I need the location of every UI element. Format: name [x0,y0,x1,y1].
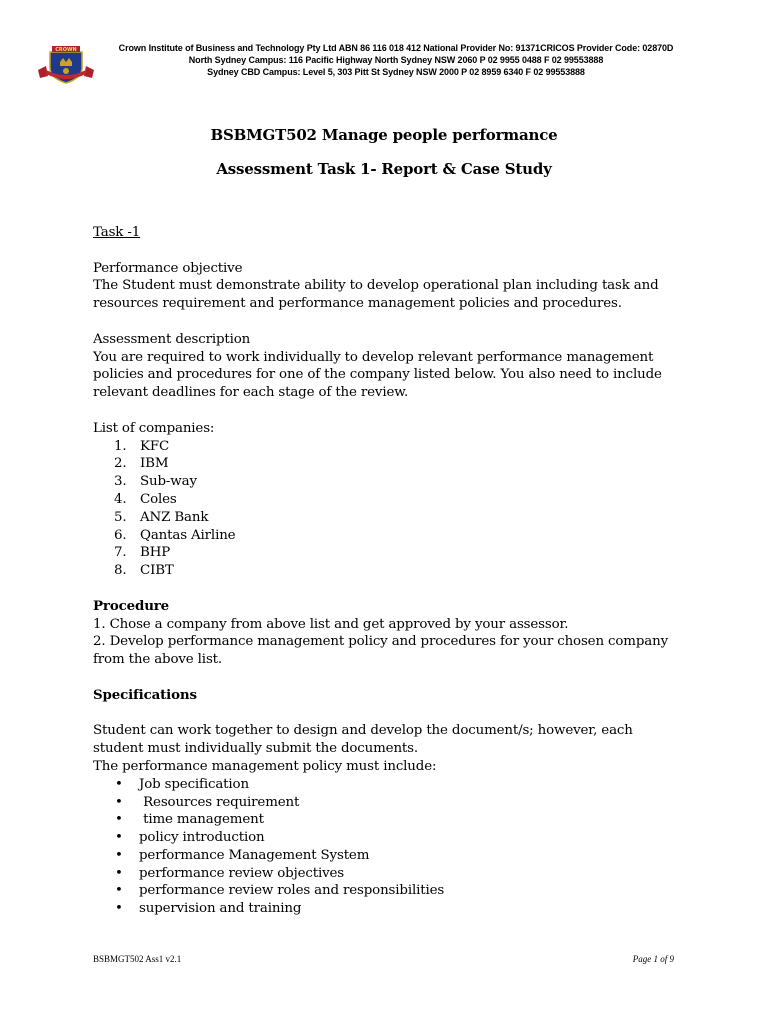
list-item: 4. Coles [114,491,177,507]
header-line-3: Sydney CBD Campus: Level 5, 303 Pitt St Sydney NSW 2000 P 02 8959 6340 F 02 99553888 [207,67,585,77]
performance-objective-line-2: resources requirement and performance management policies and procedures. [93,296,622,312]
policy-requirements-list [93,776,673,918]
specifications-line-2: student must individually submit the documents. [93,741,418,757]
list-item: • policy introduction [115,830,265,846]
companies-heading: List of companies: [93,420,215,436]
document-subtitle: Assessment Task 1- Report & Case Study [216,160,552,178]
header-line-1: Crown Institute of Business and Technology Pty Ltd ABN 86 116 018 412 National Provider No: 91371CRICOS Provider Code: 02870D [118,43,674,53]
logo-text: CROWN [55,47,77,53]
task-label: Task -1 [93,225,141,240]
list-item: 8. CIBT [114,563,174,579]
institute-header [96,42,696,78]
specifications-line-3: The performance management policy must include: [93,758,437,774]
list-item: • performance review objectives [115,865,345,881]
footer-document-code: BSBMGT502 Ass1 v2.1 [93,954,182,964]
document-title: BSBMGT502 Manage people performance [210,126,558,144]
list-item: 5. ANZ Bank [114,509,209,525]
list-item: 6. Qantas Airline [114,527,236,543]
assessment-description-line-1: You are required to work individually to develop relevant performance management [93,349,654,365]
performance-objective-line-1: The Student must demonstrate ability to develop operational plan including task and [93,278,659,294]
list-item: 1. KFC [114,438,170,454]
procedure-heading: Procedure [93,597,170,614]
list-item: • Resources requirement [115,794,300,810]
list-item: • supervision and training [115,901,302,917]
assessment-description-heading: Assessment description [93,331,251,347]
specifications-heading: Specifications [93,686,197,703]
document-body [93,224,673,918]
list-item: • time management [115,812,264,828]
procedure-line-2: 2. Develop performance management policy and procedures for your chosen company [93,634,668,650]
list-item: 3. Sub-way [114,474,197,490]
performance-objective-heading: Performance objective [93,260,243,276]
crown-institute-logo [36,40,96,84]
list-item: • performance Management System [115,847,370,863]
procedure-line-3: from the above list. [93,652,222,668]
assessment-description-line-3: relevant deadlines for each stage of the review. [93,385,409,401]
footer-page-number: Page 1 of 9 [632,954,674,964]
procedure-line-1: 1. Chose a company from above list and get approved by your assessor. [93,616,569,632]
company-list [93,438,673,580]
specifications-line-1: Student can work together to design and develop the document/s; however, each [93,723,633,739]
list-item: • performance review roles and responsibilities [115,883,445,899]
assessment-description-line-2: policies and procedures for one of the company listed below. You also need to include [93,367,662,383]
list-item: 2. IBM [114,456,169,472]
list-item: • Job specification [115,776,249,792]
header-line-2: North Sydney Campus: 116 Pacific Highway North Sydney NSW 2060 P 02 9955 0488 F 02 99553888 [188,55,604,65]
list-item: 7. BHP [114,545,171,561]
